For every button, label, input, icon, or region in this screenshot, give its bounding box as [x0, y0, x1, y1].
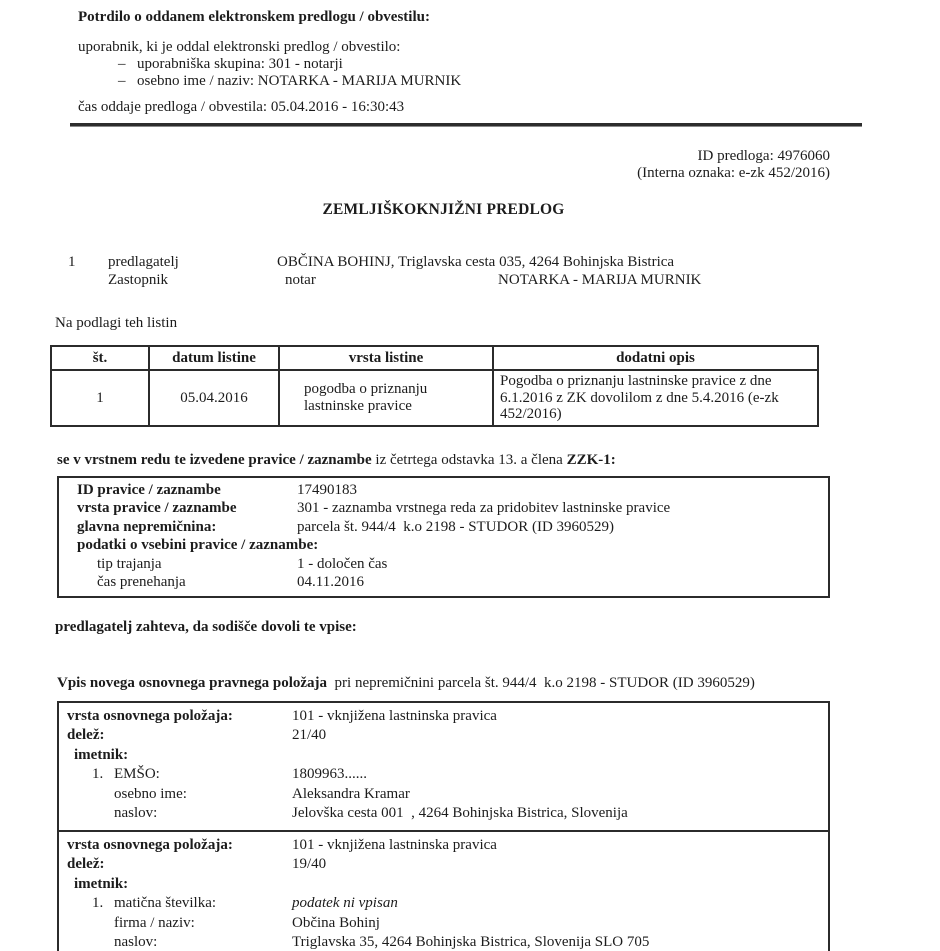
proposal-id: ID predloga: 4976060	[697, 148, 830, 164]
applicant-number: 1	[68, 254, 76, 270]
holder-company-value: Občina Bohinj	[292, 914, 380, 931]
main-property-value: parcela št. 944/4 k.o 2198 - STUDOR (ID 3960529)	[297, 518, 615, 535]
share-row	[59, 855, 822, 875]
confirmation-item-personal-name	[78, 73, 880, 90]
column-header-description: dodatni opis	[493, 346, 818, 370]
holder-detail-row	[59, 785, 822, 805]
applicant-name: OBČINA BOHINJ, Triglavska cesta 035, 4264 Bohinjska Bistrica	[277, 254, 675, 270]
dash-bullet: –	[118, 73, 126, 89]
holder-ordinal	[59, 785, 114, 805]
request-heading: predlagatelj zahteva, da sodišče dovoli te vpise:	[55, 618, 357, 635]
cell-document-type: pogodba o priznanju lastninske pravice	[279, 370, 493, 426]
applicant-row	[68, 253, 940, 271]
position-type-label: vrsta osnovnega položaja:	[67, 836, 233, 853]
holder-emso-value: 1809963......	[292, 766, 367, 782]
column-header-type: vrsta listine	[279, 346, 493, 370]
share-label: delež:	[67, 727, 105, 743]
internal-reference: (Interna oznaka: e-zk 452/2016)	[637, 165, 830, 181]
holder-detail-row	[59, 894, 822, 914]
position-type-label: vrsta osnovnega položaja:	[67, 707, 233, 724]
applicant-role: predlagatelj	[108, 254, 179, 270]
cell-document-date: 05.04.2016	[149, 370, 279, 426]
ownership-position-box-1	[59, 703, 828, 830]
expiry-time-value: 04.11.2016	[297, 574, 364, 590]
holder-ordinal	[59, 914, 114, 934]
applicant-section	[0, 253, 940, 289]
share-value: 21/40	[292, 727, 327, 743]
share-row	[59, 726, 822, 746]
priority-heading-ref: ZZK-1:	[566, 451, 616, 468]
priority-heading	[57, 451, 880, 469]
representative-type: notar	[285, 272, 316, 288]
holder-detail-row	[59, 804, 822, 824]
holder-address-value: Jelovška cesta 001 , 4264 Bohinjska Bistrica, Slovenija	[292, 805, 628, 821]
position-type-row	[59, 836, 822, 856]
dash-bullet: –	[118, 56, 126, 72]
holder-address-label: naslov:	[114, 934, 158, 950]
position-type-value: 101 - vknjižena lastninska pravica	[292, 836, 497, 853]
holder-ordinal: 1.	[92, 895, 104, 911]
holder-regnumber-label: matična številka:	[114, 895, 217, 911]
submission-confirmation-section	[0, 0, 940, 116]
holder-ordinal	[59, 804, 114, 824]
main-property-label: glavna nepremičnina:	[77, 518, 217, 535]
documents-table-header-row	[51, 346, 818, 370]
confirmation-item-text: osebno ime / naziv: NOTARKA - MARIJA MURNIK	[137, 73, 462, 89]
separator-rule	[70, 123, 862, 127]
holder-regnumber-value: podatek ni vpisan	[292, 895, 398, 911]
holder-ordinal	[59, 933, 114, 951]
position-type-row	[59, 707, 822, 727]
share-value: 19/40	[292, 856, 327, 872]
duration-type-value: 1 - določen čas	[297, 555, 388, 572]
holder-heading: imetnik:	[74, 746, 129, 763]
holder-name-label: osebno ime:	[114, 785, 187, 802]
documents-table	[50, 345, 819, 427]
annotation-id-value: 17490183	[297, 481, 357, 498]
confirmation-item-user-group	[78, 56, 880, 73]
holder-name-value: Aleksandra Kramar	[292, 785, 410, 802]
ownership-position-box-2	[59, 830, 828, 951]
annotation-type-label: vrsta pravice / zaznambe	[77, 500, 237, 516]
document-title: ZEMLJIŠKOKNJIŽNI PREDLOG	[322, 201, 565, 218]
confirmation-user-line: uporabnik, ki je oddal elektronski predlog / obvestilo:	[78, 39, 401, 55]
ownership-positions-container	[57, 701, 830, 951]
annotation-content-heading: podatki o vsebini pravice / zaznambe:	[77, 537, 319, 553]
submission-time-line: čas oddaje predloga / obvestila: 05.04.2016 - 16:30:43	[78, 99, 405, 115]
proposal-id-block	[0, 148, 830, 182]
confirmation-title: Potrdilo o oddanem elektronskem predlogu / obvestilu:	[78, 9, 430, 25]
cell-document-number: 1	[51, 370, 149, 426]
holder-heading: imetnik:	[74, 875, 129, 892]
annotation-id-row	[59, 481, 822, 500]
column-header-number: št.	[51, 346, 149, 370]
annotation-type-row	[59, 499, 822, 518]
holder-address-value: Triglavska 35, 4264 Bohinjska Bistrica, Slovenija SLO 705	[292, 934, 650, 950]
holder-company-label: firma / naziv:	[114, 914, 195, 931]
priority-heading-mid: iz četrtega odstavka 13. a člena	[371, 451, 567, 468]
holder-detail-row	[59, 765, 822, 785]
table-row	[51, 370, 818, 426]
position-type-value: 101 - vknjižena lastninska pravica	[292, 707, 497, 724]
holder-address-label: naslov:	[114, 805, 158, 821]
entry-heading-rest: pri nepremičnini parcela št. 944/4 k.o 2198 - STUDOR (ID 3960529)	[327, 674, 755, 691]
duration-type-row	[59, 555, 822, 574]
expiry-time-row	[59, 573, 822, 592]
share-label: delež:	[67, 856, 105, 872]
priority-heading-bold: se v vrstnem redu te izvedene pravice / zaznambe	[57, 451, 372, 468]
entry-heading-bold: Vpis novega osnovnega pravnega položaja	[57, 674, 328, 691]
annotation-details-box	[57, 476, 830, 598]
holder-detail-row	[59, 933, 822, 951]
representative-row	[68, 271, 940, 289]
duration-type-label: tip trajanja	[97, 555, 162, 572]
confirmation-item-text: uporabniška skupina: 301 - notarji	[137, 56, 343, 72]
entry-heading	[57, 674, 880, 692]
expiry-time-label: čas prenehanja	[97, 574, 186, 590]
representative-name: NOTARKA - MARIJA MURNIK	[498, 272, 702, 288]
holder-detail-row	[59, 914, 822, 934]
main-property-row	[59, 518, 822, 537]
column-header-date: datum listine	[149, 346, 279, 370]
holder-emso-label: EMŠO:	[114, 766, 160, 782]
cell-document-description: Pogodba o priznanju lastninske pravice z dne 6.1.2016 z ZK dovolilom z dne 5.4.2016 (e-zk 452/2016)	[493, 370, 818, 426]
holder-ordinal: 1.	[92, 766, 104, 782]
annotation-type-value: 301 - zaznamba vrstnega reda za pridobitev lastninske pravice	[297, 500, 671, 516]
annotation-id-label: ID pravice / zaznambe	[77, 481, 221, 498]
representative-label: Zastopnik	[108, 272, 168, 288]
documents-intro: Na podlagi teh listin	[55, 315, 178, 331]
